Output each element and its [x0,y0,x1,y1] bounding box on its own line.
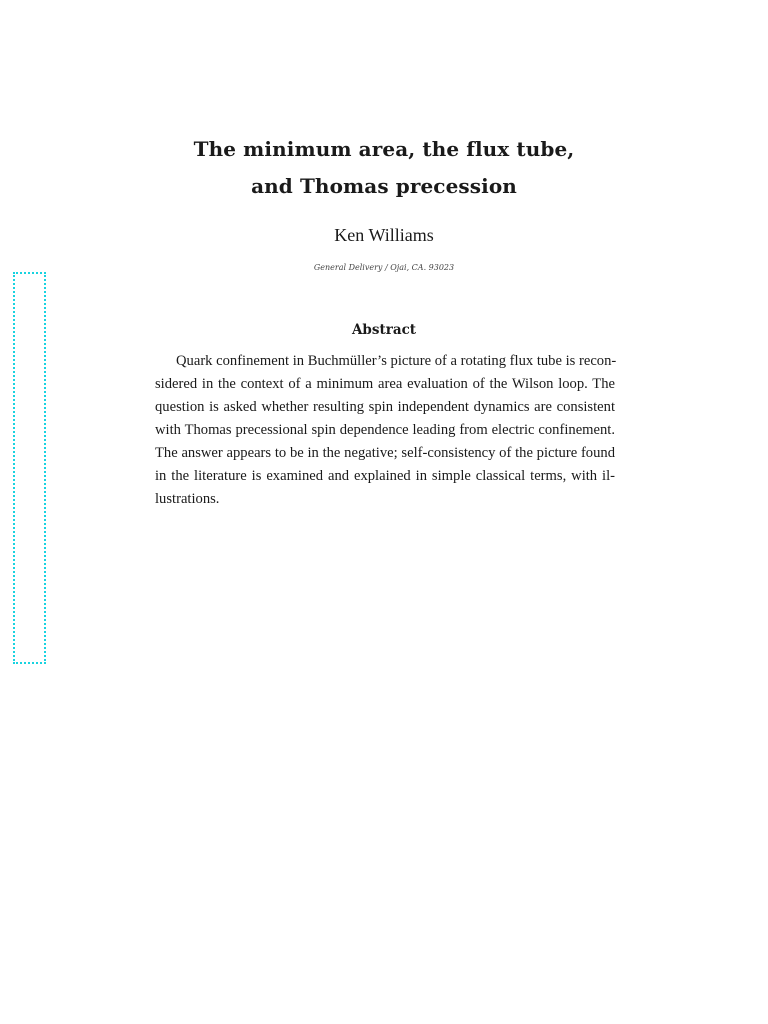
abstract-line: in the literature is examined and explained in simple classical terms, with il- [155,468,615,484]
abstract-line: Quark confinement in Buchmüller’s picture of a rotating flux tube is recon- [176,353,617,369]
abstract-line: sidered in the context of a minimum area evaluation of the Wilson loop. The [155,376,615,392]
abstract-heading: Abstract [351,322,417,338]
abstract-line: lustrations. [155,491,220,507]
abstract-line: question is asked whether resulting spin independent dynamics are consistent [155,399,615,415]
author-affiliation: General Delivery / Ojai, CA. 93023 [313,263,455,272]
paper-title-line-1: The minimum area, the flux tube, [193,137,575,161]
abstract-line: with Thomas precessional spin dependence leading from electric confinement. [155,422,615,438]
paper-title-line-2: and Thomas precession [251,174,517,198]
abstract-line: The answer appears to be in the negative; self-consistency of the picture found [155,445,615,461]
author-name: Ken Williams [334,225,434,245]
